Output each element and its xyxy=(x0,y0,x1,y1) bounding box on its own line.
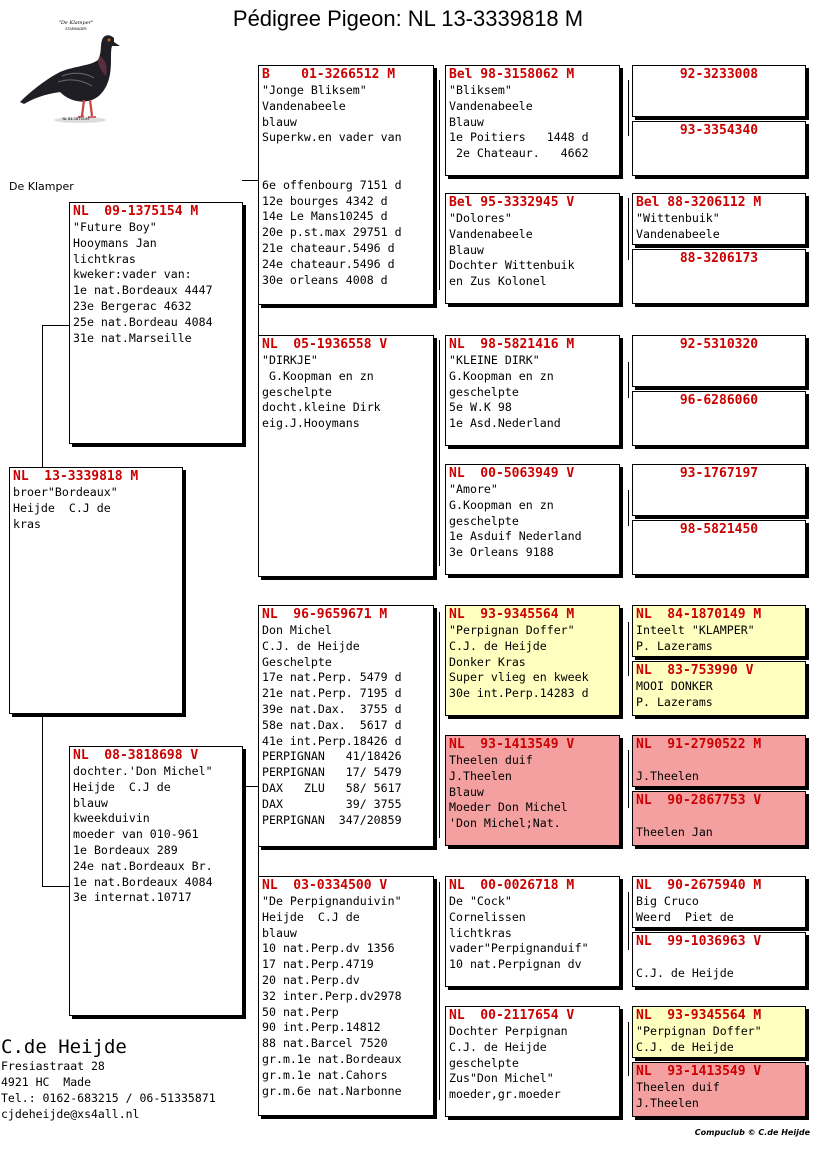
info-line: Theelen duif xyxy=(449,753,533,767)
info-line: J.Theelen xyxy=(636,768,699,783)
granddam-paternal-card[interactable] xyxy=(258,335,434,577)
gggp-card[interactable] xyxy=(632,735,806,787)
ggp-ring: NL 93-1413549 V xyxy=(449,737,575,752)
ggp-ring: NL 93-9345564 M xyxy=(449,607,575,622)
info-line: geschelpte xyxy=(449,513,519,528)
info-line: 5e W.K 98 xyxy=(449,400,512,415)
info-line: 39e nat.Dax. 3755 d xyxy=(262,701,402,716)
contact-block xyxy=(1,1036,216,1122)
gggp-ring: 96-6286060 xyxy=(679,393,759,408)
info-line: geschelpte xyxy=(262,384,332,399)
info-line: Zus"Don Michel" xyxy=(449,1071,554,1086)
gggp-card[interactable] xyxy=(632,193,806,245)
grandparent-ring: NL 96-9659671 M xyxy=(262,607,388,622)
info-line: 10 nat.Perp.dv 1356 xyxy=(262,941,395,956)
photo-caption-title: "De Klamper" xyxy=(58,20,94,26)
info-line: moeder van 010-961 xyxy=(73,827,199,842)
info-line: 1e nat.Bordeaux 4084 xyxy=(73,874,213,889)
info-line: 14e Le Mans10245 d xyxy=(262,209,388,224)
info-line: 3e Orleans 9188 xyxy=(449,545,554,560)
granddam-maternal-card[interactable] xyxy=(258,876,434,1116)
info-line: "DIRKJE" xyxy=(262,353,318,367)
info-line: G.Koopman en zn xyxy=(262,368,374,383)
ggp-ring: NL 00-2117654 V xyxy=(449,1008,575,1023)
info-line: 1e Asduif Nederland xyxy=(449,529,582,544)
ggp-card[interactable] xyxy=(445,65,620,176)
info-line: G.Koopman en zn xyxy=(449,368,554,383)
info-line: Heijde C.J de xyxy=(73,779,171,794)
gggp-card[interactable] xyxy=(632,249,806,304)
dam-ring: NL 08-3818698 V xyxy=(73,748,199,763)
gggp-info xyxy=(633,679,805,711)
info-line: broer"Bordeaux" xyxy=(13,485,118,499)
gggp-ring: NL 83-753990 V xyxy=(636,663,754,678)
ggp-info xyxy=(446,894,619,973)
info-line: PERPIGNAN 41/18426 xyxy=(262,749,402,764)
subject-card[interactable] xyxy=(9,467,183,714)
grandparent-info xyxy=(259,353,433,432)
info-line: kweker:vader van: xyxy=(73,267,192,282)
info-line: 23e Bergerac 4632 xyxy=(73,298,192,313)
info-line: en Zus Kolonel xyxy=(449,274,547,289)
gggp-ring: 88-3206173 xyxy=(679,251,759,266)
info-line: PERPIGNAN 347/20859 xyxy=(262,812,402,827)
info-line: 17e nat.Perp. 5479 d xyxy=(262,670,402,685)
info-line: "KLEINE DIRK" xyxy=(449,353,540,367)
info-line: Hooymans Jan xyxy=(73,235,157,250)
gggp-info xyxy=(633,753,805,785)
info-line: 32 inter.Perp.dv2978 xyxy=(262,988,402,1003)
ggp-card[interactable] xyxy=(445,335,620,446)
info-line: gr.m.1e nat.Cahors xyxy=(262,1067,388,1082)
info-line: geschelpte xyxy=(449,384,519,399)
info-line: C.J. de Heijde xyxy=(262,638,360,653)
ggp-card[interactable] xyxy=(445,464,620,575)
info-line: C.J. de Heijde xyxy=(636,1039,734,1054)
info-line: 21e nat.Perp. 7195 d xyxy=(262,686,402,701)
info-line: gr.m.6e nat.Narbonne xyxy=(262,1083,402,1098)
page-title: Pédigree Pigeon: NL 13-3339818 M xyxy=(232,6,584,31)
info-line: 21e chateaur.5496 d xyxy=(262,240,395,255)
info-line: 1e nat.Bordeaux 4447 xyxy=(73,283,213,298)
gggp-info xyxy=(633,894,805,926)
info-line: Super vlieg en kweek xyxy=(449,670,589,685)
gggp-card[interactable] xyxy=(632,932,806,987)
info-line: MOOI DONKER xyxy=(636,679,713,693)
info-line: "Perpignan Doffer" xyxy=(636,1024,762,1038)
ggp-card[interactable] xyxy=(445,605,620,716)
info-line: G.Koopman en zn xyxy=(449,497,554,512)
contact-phone: Tel.: 0162-683215 / 06-51335871 xyxy=(1,1091,216,1105)
info-line: 31e nat.Marseille xyxy=(73,330,192,345)
info-line: 90 int.Perp.14812 xyxy=(262,1020,381,1035)
info-line: Dochter Wittenbuik xyxy=(449,258,575,273)
gggp-ring: NL 99-1036963 V xyxy=(636,934,762,949)
gggp-card[interactable] xyxy=(632,65,806,117)
info-line: DAX ZLU 58/ 5617 xyxy=(262,780,402,795)
ggp-info xyxy=(446,482,619,561)
info-line: C.J. de Heijde xyxy=(449,638,547,653)
info-line: 41e int.Perp.18426 d xyxy=(262,733,402,748)
grandsire-paternal-card[interactable] xyxy=(258,65,434,305)
info-line: De "Cock" xyxy=(449,894,512,908)
ggp-info xyxy=(446,353,619,432)
ggp-ring: NL 00-5063949 V xyxy=(449,466,575,481)
dam-info xyxy=(70,764,242,906)
gggp-info xyxy=(633,211,805,243)
info-line: 30e orleans 4008 d xyxy=(262,272,388,287)
grandparent-info xyxy=(259,894,433,1099)
subject-ring: NL 13-3339818 M xyxy=(13,469,139,484)
info-line xyxy=(262,162,433,178)
info-line: Vandenabeele xyxy=(449,226,533,241)
info-line: Superkw.en vader van xyxy=(262,130,402,145)
info-line: Geschelpte xyxy=(262,654,332,669)
gggp-ring: 93-3354340 xyxy=(679,123,759,138)
info-line: Blauw xyxy=(449,114,484,129)
photo-caption-sub: STAMVADER xyxy=(65,27,87,31)
dam-card[interactable] xyxy=(69,746,243,1016)
ggp-info xyxy=(446,1024,619,1103)
info-line: 'Don Michel;Nat. xyxy=(449,816,561,831)
gggp-ring: NL 84-1870149 M xyxy=(636,607,762,622)
info-line: 1e Bordeaux 289 xyxy=(73,842,178,857)
info-line: "Bliksem" xyxy=(449,83,512,97)
info-line: 58e nat.Dax. 5617 d xyxy=(262,717,402,732)
gggp-card[interactable] xyxy=(632,661,806,716)
gggp-card[interactable] xyxy=(632,1062,806,1117)
gggp-card[interactable] xyxy=(632,464,806,516)
info-line: Dochter Perpignan xyxy=(449,1024,568,1038)
info-line: 17 nat.Perp.4719 xyxy=(262,957,374,972)
info-line: 88 nat.Barcel 7520 xyxy=(262,1036,388,1051)
info-line: 6e offenbourg 7151 d xyxy=(262,177,402,192)
info-line: C.J. de Heijde xyxy=(449,1039,547,1054)
gggp-ring: Bel 88-3206112 M xyxy=(636,195,762,210)
info-line: "Jonge Bliksem" xyxy=(262,83,367,97)
gggp-ring: NL 93-9345564 M xyxy=(636,1008,762,1023)
info-line: 20 nat.Perp.dv xyxy=(262,972,360,987)
grandparent-ring: NL 05-1936558 V xyxy=(262,337,388,352)
info-line: 10 nat.Perpignan dv xyxy=(449,957,582,972)
sire-card[interactable] xyxy=(69,202,243,444)
info-line: "Amore" xyxy=(449,482,498,496)
info-line: 12e bourges 4342 d xyxy=(262,193,388,208)
gggp-info xyxy=(633,950,805,982)
gggp-info xyxy=(633,809,805,841)
loft-label: De Klamper xyxy=(9,180,74,193)
contact-city: 4921 HC Made xyxy=(1,1075,92,1089)
gggp-ring: NL 91-2790522 M xyxy=(636,737,762,752)
contact-email[interactable]: cjdeheijde@xs4all.nl xyxy=(1,1107,140,1121)
gggp-ring: 98-5821450 xyxy=(679,522,759,537)
info-line: Don Michel xyxy=(262,623,332,637)
info-line: blauw xyxy=(73,795,108,810)
info-line: kras xyxy=(13,516,41,531)
gggp-card[interactable] xyxy=(632,605,806,657)
ggp-ring: Bel 95-3332945 V xyxy=(449,195,575,210)
info-line: J.Theelen xyxy=(636,1095,699,1110)
gggp-card[interactable] xyxy=(632,791,806,846)
info-line: Moeder Don Michel xyxy=(449,800,568,815)
gggp-card[interactable] xyxy=(632,876,806,928)
ggp-ring: NL 00-0026718 M xyxy=(449,878,575,893)
gggp-ring: NL 93-1413549 V xyxy=(636,1064,762,1079)
info-line: Blauw xyxy=(449,784,484,799)
gggp-ring: NL 90-2675940 M xyxy=(636,878,762,893)
info-line: kweekduivin xyxy=(73,811,150,826)
info-line: "De Perpignanduivin" xyxy=(262,894,402,908)
gggp-card[interactable] xyxy=(632,335,806,387)
info-line xyxy=(636,809,805,825)
pigeon-photo xyxy=(14,16,138,128)
grandparent-ring: NL 03-0334500 V xyxy=(262,878,388,893)
info-line: 25e nat.Bordeau 4084 xyxy=(73,314,213,329)
info-line: 2e Chateaur. 4662 xyxy=(449,146,589,161)
info-line: docht.kleine Dirk xyxy=(262,400,381,415)
info-line: J.Theelen xyxy=(449,768,512,783)
info-line: lichtkras xyxy=(73,251,136,266)
info-line: 3e internat.10717 xyxy=(73,890,192,905)
gggp-ring: 93-1767197 xyxy=(679,466,759,481)
info-line: gr.m.1e nat.Bordeaux xyxy=(262,1051,402,1066)
info-line: Inteelt "KLAMPER" xyxy=(636,623,755,637)
info-line: C.J. de Heijde xyxy=(636,965,734,980)
info-line xyxy=(262,146,433,162)
ggp-card[interactable] xyxy=(445,1006,620,1117)
info-line: Blauw xyxy=(449,242,484,257)
info-line: blauw xyxy=(262,925,297,940)
grandparent-ring: B 01-3266512 M xyxy=(262,67,396,82)
info-line: lichtkras xyxy=(449,925,512,940)
info-line: "Dolores" xyxy=(449,211,512,225)
info-line: 24e chateaur.5496 d xyxy=(262,256,395,271)
breeder-name: C.de Heijde xyxy=(1,1036,127,1058)
info-line: Vandenabeele xyxy=(262,98,346,113)
info-line: Big Cruco xyxy=(636,894,699,908)
info-line: DAX 39/ 3755 xyxy=(262,796,402,811)
info-line: 50 nat.Perp xyxy=(262,1004,339,1019)
info-line: 20e p.st.max 29751 d xyxy=(262,225,402,240)
ggp-info xyxy=(446,83,619,162)
gggp-ring: 92-3233008 xyxy=(679,67,759,82)
info-line: blauw xyxy=(262,114,297,129)
info-line xyxy=(636,950,805,966)
info-line: 1e Asd.Nederland xyxy=(449,416,561,431)
gggp-card[interactable] xyxy=(632,520,806,575)
info-line: vader"Perpignanduif" xyxy=(449,941,589,956)
ggp-ring: Bel 98-3158062 M xyxy=(449,67,575,82)
gggp-ring: 92-5310320 xyxy=(679,337,759,352)
gggp-card[interactable] xyxy=(632,121,806,176)
grandparent-info xyxy=(259,623,433,828)
gggp-info xyxy=(633,1024,805,1056)
info-line: Theelen duif xyxy=(636,1080,720,1094)
info-line: Weerd Piet de xyxy=(636,909,734,924)
info-line: dochter.'Don Michel" xyxy=(73,764,213,778)
info-line: Cornelissen xyxy=(449,909,526,924)
info-line: Vandenabeele xyxy=(636,226,720,241)
info-line: P. Lazerams xyxy=(636,638,713,653)
info-line: "Wittenbuik" xyxy=(636,211,720,225)
sire-info xyxy=(70,220,242,346)
gggp-ring: NL 90-2867753 V xyxy=(636,793,762,808)
info-line: "Future Boy" xyxy=(73,220,157,234)
ggp-info xyxy=(446,753,619,832)
footer-credit: Compuclub © C.de Heijde xyxy=(694,1128,810,1137)
subject-info xyxy=(10,485,182,532)
ggp-card[interactable] xyxy=(445,735,620,846)
info-line: geschelpte xyxy=(449,1055,519,1070)
gggp-card[interactable] xyxy=(632,391,806,446)
ggp-card[interactable] xyxy=(445,876,620,987)
info-line: Heijde C.J de xyxy=(262,909,360,924)
info-line: moeder,gr.moeder xyxy=(449,1087,561,1102)
info-line: P. Lazerams xyxy=(636,694,713,709)
info-line: 1e Poitiers 1448 d xyxy=(449,130,589,145)
grandsire-maternal-card[interactable] xyxy=(258,605,434,847)
info-line: Heijde C.J de xyxy=(13,500,111,515)
photo-caption-ring: NL 84-1870149 xyxy=(62,117,90,121)
ggp-info xyxy=(446,623,619,702)
info-line: eig.J.Hooymans xyxy=(262,416,360,431)
ggp-card[interactable] xyxy=(445,193,620,304)
sire-ring: NL 09-1375154 M xyxy=(73,204,199,219)
info-line: Theelen Jan xyxy=(636,824,713,839)
gggp-card[interactable] xyxy=(632,1006,806,1058)
gggp-info xyxy=(633,1080,805,1112)
contact-address: Fresiastraat 28 xyxy=(1,1059,105,1073)
info-line: 24e nat.Bordeaux Br. xyxy=(73,858,213,873)
info-line: Vandenabeele xyxy=(449,98,533,113)
info-line xyxy=(636,753,805,769)
ggp-ring: NL 98-5821416 M xyxy=(449,337,575,352)
info-line: PERPIGNAN 17/ 5479 xyxy=(262,765,402,780)
ggp-info xyxy=(446,211,619,290)
info-line: "Perpignan Doffer" xyxy=(449,623,575,637)
info-line: Donker Kras xyxy=(449,654,526,669)
info-line: 30e int.Perp.14283 d xyxy=(449,686,589,701)
gggp-info xyxy=(633,623,805,655)
grandparent-info xyxy=(259,83,433,288)
